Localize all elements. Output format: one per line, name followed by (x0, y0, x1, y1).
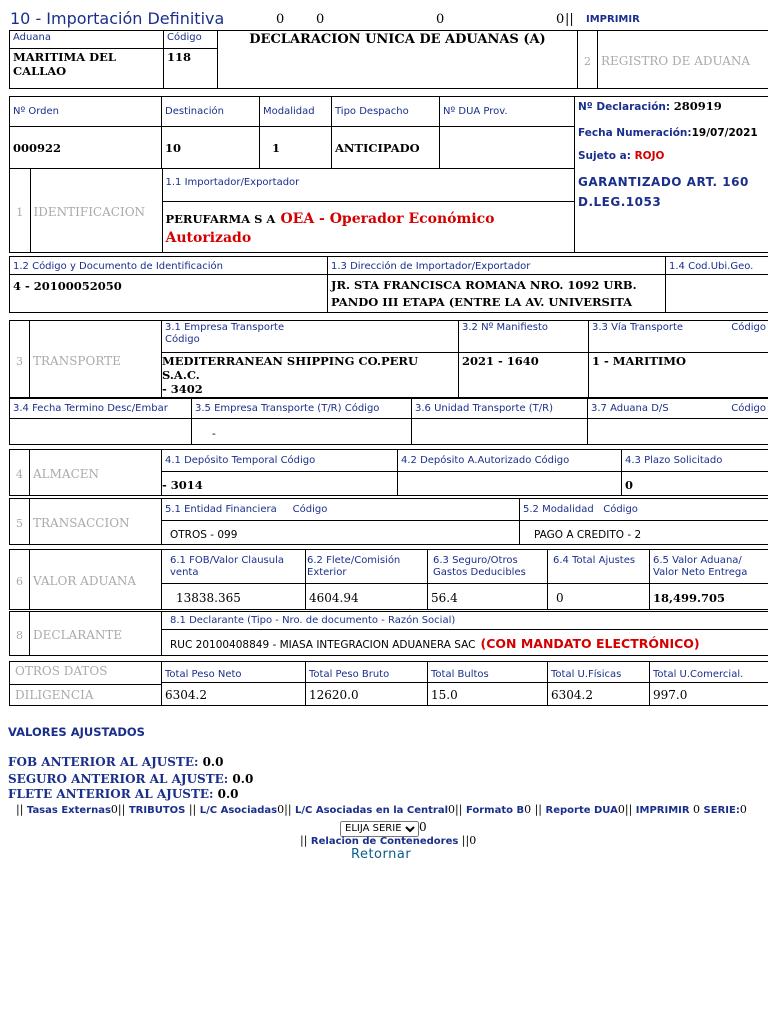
tasas-externas-link[interactable]: Tasas Externas (26, 805, 111, 816)
seguro-ajuste-line: SEGURO ANTERIOR AL AJUSTE: 0.0 (8, 772, 254, 786)
otros-datos-title: OTROS DATOS (10, 662, 161, 685)
empresa-transporte-value: MEDITERRANEAN SHIPPING CO.PERU S.A.C. (162, 354, 418, 382)
transporte-detalle-table: 3.4 Fecha Termino Desc/Embar 3.5 Empresa Transporte (T/R) Código 3.6 Unidad Transporte (T/R) 3.7 Aduana D/S Código - (9, 398, 768, 445)
transaccion-table: 5 TRANSACCION 5.1 Entidad Financiera Código 5.2 Modalidad Código OTROS - 099 PAGO A CREDITO - 2 (9, 498, 768, 545)
unidades-comerciales-value: 997.0 (653, 688, 688, 703)
header-zero: 0 (436, 12, 445, 27)
contenedores-row: || Relacion de Contenedores ||0 (300, 834, 477, 847)
diligencia-title: DILIGENCIA (15, 688, 94, 702)
fecha-numeracion-value: 19/07/2021 (691, 127, 758, 139)
peso-neto-value: 6304.2 (165, 688, 207, 703)
orden-table: Nº Orden Destinación Modalidad Tipo Despacho Nº DUA Prov. Nº Declaración: 280919 Fecha Numeración:19/07/2021 Sujeto a: ROJO GARANTIZADO ART. 160 D.LEG.1053 000922 10 1 ANTICIPADO 1 IDENTIFICACION 1.1 Importador/Exportador PERUFARMA S A OEA - Operador Económico Autorizado (9, 96, 768, 253)
dua-title-cell (218, 31, 578, 89)
peso-bruto-value: 12620.0 (309, 688, 359, 703)
retornar-link[interactable]: Retornar (351, 847, 412, 862)
aduana-table (9, 30, 768, 89)
transaccion-title: TRANSACCION (33, 516, 130, 530)
destinacion-value: 10 (165, 140, 182, 155)
modalidad-pago-value: PAGO A CREDITO - 2 (534, 529, 642, 541)
tributos-link[interactable]: TRIBUTOS (128, 805, 186, 816)
imprimir-link[interactable]: IMPRIMIR (586, 14, 640, 25)
aduana-value-cell (10, 49, 164, 89)
serie-select-zero: 0 (419, 820, 427, 834)
header-zero: 0 (276, 12, 285, 27)
total-ajustes-value: 0 (556, 591, 564, 605)
direccion-value: JR. STA FRANCISCA ROMANA NRO. 1092 URB. PANDO III ETAPA (ENTRE LA AV. UNIVERSITA (331, 278, 637, 309)
page-title: 10 - Importación Definitiva (10, 9, 225, 28)
orden-value: 000922 (13, 140, 62, 155)
codigo-label-cell: Código (164, 31, 218, 49)
otros-datos-table: OTROS DATOS DILIGENCIA Total Peso Neto Total Peso Bruto Total Bultos Total U.Físicas Total U.Comercial. 6304.2 12620.0 15.0 6304.2 997.0 (9, 661, 768, 706)
declaracion-value: 280919 (673, 99, 722, 113)
codigo-value: 118 (167, 50, 192, 64)
declaracion-cell: Nº Declaración: 280919 Fecha Numeración:19/07/2021 Sujeto a: ROJO GARANTIZADO ART. 160 D.LEG.1053 (575, 97, 768, 253)
aduana-value: MARITIMA DEL CALLAO (13, 50, 117, 78)
codigo-documento-value: 4 - 20100052050 (13, 279, 122, 293)
valores-ajustados-title: VALORES AJUSTADOS (8, 725, 145, 739)
deposito-value: - 3014 (162, 478, 203, 492)
fob-value: 13838.365 (176, 591, 241, 605)
serie-label: SERIE: (703, 805, 740, 816)
page-header (10, 9, 640, 29)
garantizado-text: GARANTIZADO ART. 160 D.LEG.1053 (578, 175, 749, 209)
lc-asociadas-link[interactable]: L/C Asociadas (199, 805, 278, 816)
flete-ajuste-value: 0.0 (217, 787, 239, 801)
seguro-value: 56.4 (431, 591, 458, 605)
empresa-transporte-codigo: - 3402 (162, 382, 203, 396)
registro-label-cell: REGISTRO DE ADUANA (598, 31, 768, 89)
unidades-fisicas-value: 6304.2 (551, 688, 593, 703)
via-transporte-value: 1 - MARITIMO (592, 354, 687, 368)
mandato-text: (CON MANDATO ELECTRÓNICO) (480, 636, 700, 651)
sujeto-value: ROJO (634, 150, 665, 162)
declarante-title: DECLARANTE (33, 628, 123, 642)
serie-value: 0 (739, 803, 747, 816)
bultos-value: 15.0 (431, 688, 458, 703)
aduana-label-cell: Aduana (10, 31, 164, 49)
imprimir-bottom-link[interactable]: IMPRIMIR (635, 805, 690, 816)
modalidad-value: 1 (272, 140, 281, 155)
declarante-value: RUC 20100408849 - MIASA INTEGRACION ADUANERA SAC (170, 639, 476, 651)
header-zero: 0 (316, 12, 325, 27)
valor-aduana-value: 18,499.705 (653, 591, 726, 605)
empresa-tr-value: - (212, 428, 216, 440)
importador-value: PERUFARMA S A (165, 212, 276, 226)
header-zero: 0 (556, 12, 565, 27)
transporte-table: 3 TRANSPORTE 3.1 Empresa Transporte Código 3.2 Nº Manifiesto 3.3 Vía Transporte Código MEDITERRANEAN SHIPPING CO.PERU S.A.C. - 3402 2021 - 1640 1 - MARITIMO (9, 320, 768, 398)
formato-b-link[interactable]: Formato B (465, 805, 525, 816)
seguro-ajuste-value: 0.0 (232, 772, 254, 786)
almacen-table: 4 ALMACEN 4.1 Depósito Temporal Código 4.2 Depósito A.Autorizado Código 4.3 Plazo Solicitado - 3014 0 (9, 449, 768, 496)
reporte-dua-link[interactable]: Reporte DUA (545, 805, 618, 816)
identificacion-title: IDENTIFICACION (33, 205, 146, 219)
entidad-financiera-value: OTROS - 099 (170, 529, 238, 541)
fob-ajuste-value: 0.0 (202, 755, 224, 769)
tipo-despacho-value: ANTICIPADO (335, 140, 420, 155)
almacen-title: ALMACEN (33, 467, 100, 481)
identificacion-section: 1 IDENTIFICACION 1.1 Importador/Exportador PERUFARMA S A OEA - Operador Económico Autorizado (10, 169, 575, 253)
codigo-value-cell (164, 49, 218, 89)
valor-aduana-title: VALOR ADUANA (33, 574, 137, 588)
header-separator: || (565, 12, 574, 27)
declarante-table: 8 DECLARANTE 8.1 Declarante (Tipo - Nro. de documento - Razón Social) RUC 20100408849 - MIASA INTEGRACION ADUANERA SAC (CON MANDATO ELECTRÓNICO) (9, 611, 768, 656)
manifiesto-value: 2021 - 1640 (462, 354, 539, 368)
valor-aduana-table: 6 VALOR ADUANA 6.1 FOB/Valor Clausula venta 6.2 Flete/Comisión Exterior 6.3 Seguro/Otros Gastos Deducibles 6.4 Total Ajustes 6.5 Valor Aduana/ Valor Neto Entrega 13838.365 4604.94 56.4 0 18,499.705 (9, 549, 768, 610)
links-bar: || Tasas Externas0|| TRIBUTOS || L/C Asociadas0|| L/C Asociadas en la Central0|| Formato B0 || Reporte DUA0|| IMPRIMIR 0 SERIE:0 (16, 803, 747, 816)
plazo-value: 0 (625, 478, 634, 492)
transporte-title: TRANSPORTE (33, 353, 121, 368)
dua-title: DECLARACION UNICA DE ADUANAS (A) (249, 32, 546, 47)
lc-central-link[interactable]: L/C Asociadas en la Central (295, 805, 449, 816)
fob-ajuste-line: FOB ANTERIOR AL AJUSTE: 0.0 (8, 755, 224, 769)
oea-text: OEA - Operador Económico Autorizado (165, 211, 495, 246)
flete-ajuste-line: FLETE ANTERIOR AL AJUSTE: 0.0 (8, 787, 239, 801)
flete-value: 4604.94 (309, 591, 359, 605)
registro-num-cell: 2 (578, 31, 598, 89)
contenedores-link[interactable]: Relacion de Contenedores (310, 836, 459, 847)
documento-table: 1.2 Código y Documento de Identificación 1.3 Dirección de Importador/Exportador 1.4 Cod.Ubi.Geo. 4 - 20100052050 JR. STA FRANCISCA ROMANA NRO. 1092 URB. PANDO III ETAPA (ENTRE LA AV. UNIVERSITA (9, 256, 768, 313)
